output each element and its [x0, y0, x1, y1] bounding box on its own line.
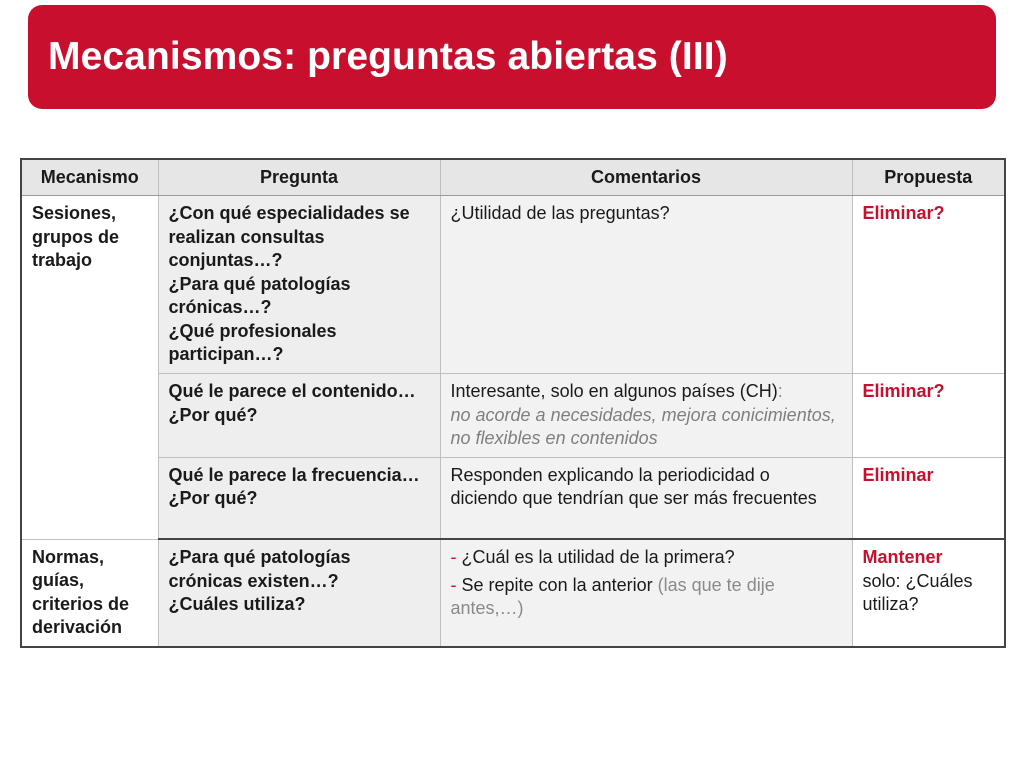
pregunta-text: Qué le parece el contenido… ¿Por qué? [168, 381, 416, 425]
propuesta-cell [852, 457, 1005, 539]
propuesta-text: Eliminar? [862, 381, 945, 401]
comentario-detail: no acorde a necesidades, mejora conicimientos, no flexibles en contenidos [450, 404, 836, 448]
dash-marker: - [450, 547, 457, 567]
propuesta-cell [852, 539, 1005, 647]
comentario-line [451, 574, 842, 621]
comentario-cell [440, 196, 852, 374]
comentario-text: ¿Cuál es la utilidad de la primera? [461, 547, 735, 567]
pregunta-line: ¿Qué profesionales participan…? [168, 320, 337, 364]
pregunta-cell [158, 457, 440, 539]
header-pregunta: Pregunta [158, 159, 440, 196]
table-row [21, 196, 1005, 374]
header-comentarios: Comentarios [440, 159, 852, 196]
pregunta-line: ¿Para qué patologías crónicas…? [168, 273, 351, 317]
comentario-colon: : [777, 381, 783, 401]
comentario-cell [440, 374, 852, 458]
comentario-note: (las que te dije antes,…) [450, 574, 775, 618]
comentario-main: Interesante, solo en algunos países (CH) [450, 381, 778, 401]
header-propuesta: Propuesta [852, 159, 1005, 196]
comentario-text: Responden explicando la periodicidad o diciendo que tendrían que ser más frecuentes [450, 464, 817, 508]
title-bar [28, 5, 996, 109]
mecanismo-cell [21, 539, 158, 647]
table-row [21, 457, 1005, 539]
pregunta-cell [158, 374, 440, 458]
propuesta-cell [852, 196, 1005, 374]
propuesta-rest: solo: ¿Cuáles utiliza? [862, 570, 973, 614]
table-row [21, 539, 1005, 647]
table-header-row [21, 159, 1005, 196]
dash-marker: - [450, 574, 457, 595]
propuesta-text: Eliminar [862, 464, 934, 485]
pregunta-cell [158, 196, 440, 374]
propuesta-main: Mantener [862, 547, 943, 567]
table-row [21, 374, 1005, 458]
mecanismo-label: Sesiones, grupos de trabajo [32, 203, 120, 270]
mecanismo-label: Normas, guías, criterios de derivación [32, 546, 130, 637]
propuesta-cell [852, 374, 1005, 458]
comentario-line [451, 546, 842, 570]
mechanisms-table [20, 158, 1006, 648]
header-mecanismo: Mecanismo [21, 159, 158, 196]
comentario-cell [440, 539, 852, 647]
pregunta-text: Qué le parece la frecuencia… ¿Por qué? [168, 464, 420, 508]
comentario-cell [440, 457, 852, 539]
pregunta-line: ¿Cuáles utiliza? [168, 594, 306, 614]
mecanismo-cell [21, 196, 158, 540]
comentario-text: ¿Utilidad de las preguntas? [450, 203, 670, 223]
comentario-text: Se repite con la anterior [461, 574, 653, 595]
pregunta-line: ¿Para qué patologías crónicas existen…? [168, 547, 351, 591]
pregunta-cell [158, 539, 440, 647]
propuesta-text: Eliminar? [862, 203, 945, 223]
page-title: Mecanismos: preguntas abiertas (III) [48, 35, 728, 78]
pregunta-line: ¿Con qué especialidades se realizan consultas conjuntas…? [168, 203, 410, 270]
